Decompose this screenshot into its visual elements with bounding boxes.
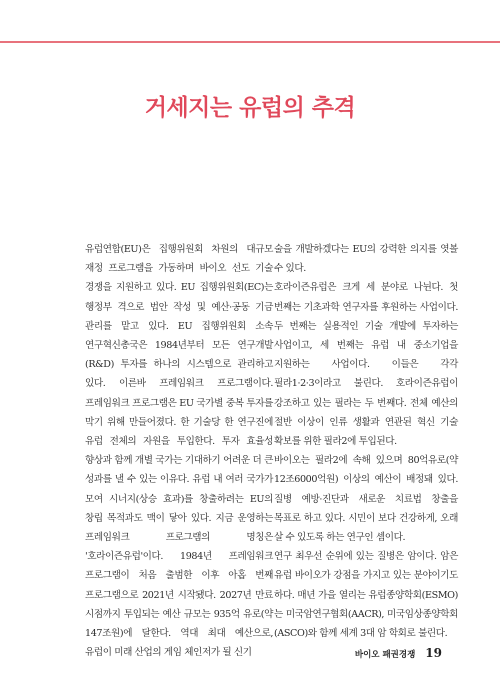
paragraph: 바이오는 필라2에 속해 있으며 80억유로(약 12조6000억원) 이상의 예산이 배정돼 있다. 질병 예방·진단과 새로운 치료법 창출을 목표로 하고 있다. 시민이 보다 건강하게, 오래 살 수 있도록 하는 연구인 셈이다. [274,455,458,544]
page-footer [355,646,442,660]
paragraph: 호라이즌유럽은 크게 세 분야로 나뉜다. 첫 번째는 기초과학 연구자를 후원하는 사업이다. 두 번째는 실용적인 기술 개발에 투자하는 사업이고, 세 번째는 유럽 내 중소기업을 지원하는 사업이다. 이들은 각각 필라1·2·3이라고 불린다. 호라이즌유럽이 강조하고 있는 필라는 두 번째다. 전체 예산의 절반 이상이 인류 생활과 연관된 혁신 기술 확보를 위한 필라2에 투입된다. [274,282,458,448]
paragraph: 연구 최우선 순위에 있는 질병은 암이다. 암은 유럽 바이오가 강점을 가지고 있는 분야이기도 하다. 매년 가을 열리는 유럽종양학회(ESMO)는 미국암연구협회(AACR), 미국임상종양학회(ASCO)와 함께 세계 3대 암 학회로 불린다. [274,551,458,640]
left-column [85,240,273,662]
section-name: 바이오 패권경쟁 [354,650,416,660]
article-title: 거세지는 유럽의 추격 [144,95,356,121]
right-column [274,240,458,643]
paragraph: 술을 개발하겠다는 EU의 강력한 의지를 엿볼 수 있다. [274,244,458,275]
page-number: 19 [425,646,442,660]
top-accent-rule [0,41,500,43]
paragraph: 유럽연합(EU)은 집행위원회 차원의 대규모 재정 프로그램을 가동하며 바이오 선도 기술 경쟁을 지원하고 있다. EU 집행위원회(EC)는 행정부 격으로 법안 작성 및 예산·공동 기금 관리를 맡고 있다. EU 집행위원회 소속 연구혁신총국은 1984년부터 모든 연구개발(R&D) 투자를 하나의 시스템으로 관리하고 있다. 이른바 프레임워크 프로그램이다. 프레임워크 프로그램은 EU 국가별 중복 투자를 막기 위해 만들어졌다. 한 기술당 한 연구진에 유럽 전체의 자원을 투입한다. 투자 효율성 향상과 함께 개별 국가는 기대하기 어려운 더 큰 성과를 낼 수 있는 이유다. 유럽 내 여러 국가가 모여 시너지(상승 효과)를 창출하려는 EU의 창립 목적과도 맥이 닿아 있다. 지금 운영하는 프레임워크 프로그램의 명칭은 '호라이즌유럽'이다. 1984년 프레임워크 프로그램이 처음 출범한 이후 아홉 번째 프로그램으로 2021년 시작됐다. 2027년 만료 시점까지 투입되는 예산 규모는 935억 유로(약 147조원)에 달한다. 역대 최대 예산으로, 유럽이 미래 산업의 게임 체인저가 될 신기 [85,244,273,659]
